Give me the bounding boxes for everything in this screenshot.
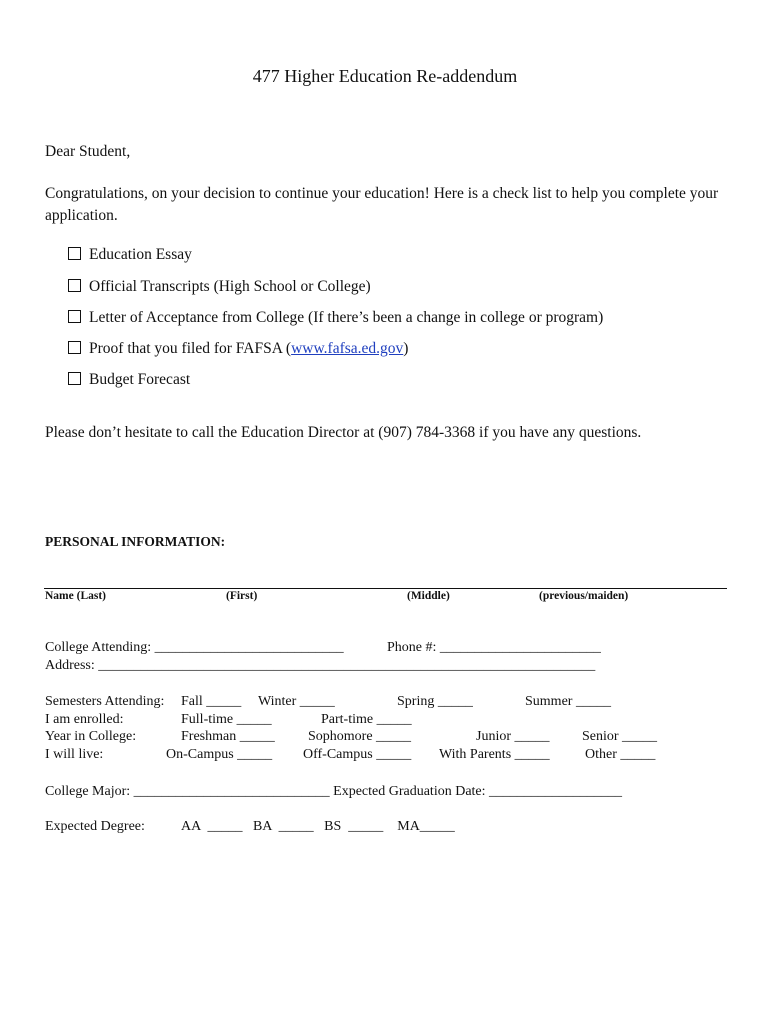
fall-field[interactable]: Fall _____ bbox=[181, 694, 242, 709]
page-title: 477 Higher Education Re-addendum bbox=[252, 66, 518, 86]
semesters-label: Semesters Attending: bbox=[45, 694, 165, 709]
greeting: Dear Student, bbox=[45, 143, 131, 160]
on-campus-field[interactable]: On-Campus _____ bbox=[166, 747, 273, 762]
checklist-label: Letter of Acceptance from College (If there’s been a change in college or program) bbox=[89, 309, 604, 326]
name-maiden-label: (previous/maiden) bbox=[539, 590, 629, 602]
college-attending-field[interactable]: College Attending: ___________________________ bbox=[45, 640, 344, 655]
checklist-label: Official Transcripts (High School or College) bbox=[89, 278, 371, 295]
name-last-label: Name (Last) bbox=[45, 590, 106, 602]
closing-text: Please don’t hesitate to call the Education Director at (907) 784-3368 if you have any questions. bbox=[45, 424, 642, 441]
checkbox-icon[interactable] bbox=[68, 279, 81, 292]
spring-field[interactable]: Spring _____ bbox=[397, 694, 473, 709]
summer-field[interactable]: Summer _____ bbox=[525, 694, 611, 709]
part-time-field[interactable]: Part-time _____ bbox=[321, 712, 412, 727]
year-label: Year in College: bbox=[45, 729, 137, 744]
name-first-label: (First) bbox=[226, 590, 258, 602]
checklist-item bbox=[68, 246, 192, 264]
address-field[interactable]: Address: _______________________________________________________________________ bbox=[45, 658, 596, 673]
winter-field[interactable]: Winter _____ bbox=[258, 694, 335, 709]
major-graduation-field[interactable]: College Major: ____________________________ Expected Graduation Date: ___________________ bbox=[45, 784, 623, 799]
junior-field[interactable]: Junior _____ bbox=[476, 729, 550, 744]
degree-label: Expected Degree: bbox=[45, 819, 145, 834]
full-time-field[interactable]: Full-time _____ bbox=[181, 712, 272, 727]
checklist-label: Education Essay bbox=[89, 246, 192, 263]
checkbox-icon[interactable] bbox=[68, 247, 81, 260]
degree-options[interactable]: AA _____ BA _____ BS _____ MA_____ bbox=[181, 819, 455, 834]
senior-field[interactable]: Senior _____ bbox=[582, 729, 658, 744]
checkbox-icon[interactable] bbox=[68, 372, 81, 385]
checklist-label-end: ) bbox=[403, 340, 409, 357]
sophomore-field[interactable]: Sophomore _____ bbox=[308, 729, 412, 744]
live-label: I will live: bbox=[45, 747, 104, 762]
fafsa-link[interactable]: www.fafsa.ed.gov bbox=[291, 340, 404, 357]
off-campus-field[interactable]: Off-Campus _____ bbox=[303, 747, 412, 762]
section-heading: PERSONAL INFORMATION: bbox=[45, 534, 226, 549]
intro-paragraph: Congratulations, on your decision to continue your education! Here is a check list to help you complete your application. bbox=[45, 185, 719, 224]
other-field[interactable]: Other _____ bbox=[585, 747, 656, 762]
name-line[interactable] bbox=[44, 588, 727, 589]
freshman-field[interactable]: Freshman _____ bbox=[181, 729, 275, 744]
checklist-item bbox=[68, 340, 408, 358]
checkbox-icon[interactable] bbox=[68, 341, 81, 354]
checklist-label: Proof that you filed for FAFSA ( bbox=[89, 340, 292, 357]
with-parents-field[interactable]: With Parents _____ bbox=[439, 747, 550, 762]
phone-field[interactable]: Phone #: _______________________ bbox=[387, 640, 601, 655]
checkbox-icon[interactable] bbox=[68, 310, 81, 323]
checklist-item bbox=[68, 278, 371, 296]
checklist-item bbox=[68, 309, 603, 327]
enrolled-label: I am enrolled: bbox=[45, 712, 124, 727]
name-middle-label: (Middle) bbox=[407, 590, 450, 602]
checklist-item bbox=[68, 371, 190, 389]
checklist-label: Budget Forecast bbox=[89, 371, 191, 388]
